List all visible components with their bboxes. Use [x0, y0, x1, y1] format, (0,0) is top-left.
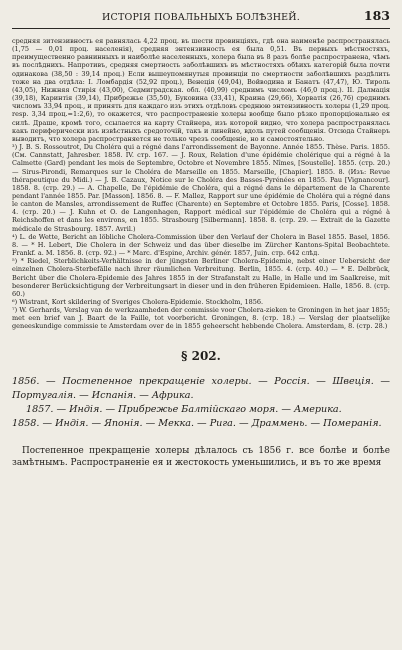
section-number: § 202. — [181, 348, 221, 363]
page-number: 183 — [363, 8, 390, 23]
main-paragraph: средняя зитензивность ея равнялась 4,22 проц. въ шести провинціяхъ, гдѣ она наименѣе распространялась (1,75 — 0,01 проц. населенія), средняя энтензивность ея была 0,51. Въ первыхъ мѣстностяхъ, преимущественно равнинныхъ и наиболѣе населенныхъ, холера была въ 8 разъ болѣе распространена, чѣмъ въ послѣднихъ. Напротивъ, средняя смертность заболѣвшихъ въ мѣстностяхъ обѣихъ категорій была почти одинакова (38,50 : 39,14 проц.) Если вышеупомянутыя провинціи по смертности заболѣвшихъ раздѣлить тоже на два отдѣла: I. Ломбардія (52,92 проц.), Венеція (49,04), Войводина и Банатъ (47,47), Ю. Тироль (43,05), Нижняя Стирія (43,00), Седмиградская. обл. (40,99) среднимъ числомъ (46,0 проц.). II. Далмація (39,18), Каринтія (39,14), Прибрежье (35,50), Буковина (33,41), Краина (29,66), Хорватія (26,76) среднимъ числомъ 33,94 проц., и принять для каждаго изъ этихъ отдѣловъ среднюю энтензивность холеры (1,29 проц. resp. 3,34 проц.=1:2,6), то окажется, что распространеніе холеры вообще было рѣзко пропорціонально ея силѣ. Драше, кромѣ того, ссылается на карту Стайнера, изъ которой видно, что холера распространялась какъ периферически изъ извѣстныхъ средоточій, такъ и линейно, вдоль путей сообщенія. Отсюда Стайнеръ выводитъ, что холера распространяется не только чрезъ сообщеніе, но и самостоятельно. — [12, 37, 390, 143]
closing-paragraph: Постепенное прекращеніе холеры дѣлалось съ 1856 г. все болѣе и болѣе замѣтнымъ. Распространеніе ея и жестокость уменьшились, и въ то же время — [12, 445, 390, 468]
summary-line-1857: 1857. — Индія. — Прибрежье Балтійскаго моря. — Америка. — [26, 403, 342, 415]
summary-line-1858: 1858. — Индія. — Японія. — Мекка. — Рига. — Драммень. — Померанія. — [12, 417, 382, 429]
body-text — [12, 37, 390, 331]
running-title: ИСТОРІЯ ПОВАЛЬНЫХЪ БОЛѢЗНЕЙ. — [101, 12, 301, 23]
footnote-6: ⁶) Wistrant, Kort skildering of Sveriges Cholera-Epidemie. Stockholm, 1856. — [12, 298, 264, 306]
footnote-7: ⁷) W. Gerhards, Verslag van de werkzaamheden der commissie voor Cholera-zieken te Groningen in het jaar 1855; met een brief van J. Baart de la Faille, tot voorbericht. Groningen, 8. (стр. 18.) — Verslag der plaatselijke geneeskundige commissie te Amsterdam over de in 1855 geheerscht hebbende Cholera. Amsterdam, 8. (стр. 28.) — [12, 306, 390, 331]
footnote-3: ³) J. B. S. Rossoutrot, Du Choléra qui a régné dans l'arrondissement de Bayonne. Année 1855. Thèse. Paris. 1855. (См. Cannstatt, Jahresber. 1858. IV. стр. 167. — J. Roux, Relation d'une épidémie cholérique qui a régné à la Calmette (Gard) pendant les mois de Septembre, Octobre et Novembre 1855. Nîmes, [Soustelle]. 1855. (стр. 20.) — Sirus-Pirondi, Remarques sur le Choléra de Marseille en 1855. Marseille, [Chapier]. 1855. 8. (Изъ: Revue thérapeutique du Midi.) — J. B. Cazaux, Notice sur le Choléra des Basses-Pyrénées en 1855. Pau [Vignancour]. 1858. 8. (стр. 29.) — A. Chapelle, De l'épidémie de Choléra, qui a régné dans le département de la Charente pendant l'année 1855. Par. [Masson]. 1856. 8. — F. Mallez, Rapport sur une épidémie de Choléra qui a régné dans le canton de Mansles, arrondissement de Ruffec (Charente) en Septembre et Octobre 1855. Paris, [Cosse]. 1858. 4. (стр. 20.) — J. Kuhn et O. de Langenhagen, Rapport médical sur l'épidémie de Choléra qui a régné à Reichshoffen et dans les environs, en 1855. Strasbourg [Silbermann]. 1858. 8. (стр. 29. — Extrait de la Gazette médicale de Strasbourg. 1857. Avril.) — [12, 143, 390, 233]
summary-line-1856: 1856. — Постепенное прекращеніе холеры. — Россія. — Швеція. — Португалія. — Испанія. — Африка. — [12, 375, 390, 401]
section-summary — [12, 375, 390, 431]
footnote-5: ⁵) * Riedel, Sterblichkeits-Verhältnisse in der jüngsten Berliner Cholera-Epidemie, nebst einer Uebersicht der einzelnen Cholera-Sterbefälle nach ihrer räumlichen Verbreitung. Berlin, 1855. 4. (стр. 40.) — * E. Delbrück, Bericht über die Cholera-Epidemie des Jahres 1855 in der Strafanstalt zu Halle, in Halle und im Saalkreise, mit besonderer Berücksichtigung der Verbreitungsart in dieser und in den früheren Epidemieen. Halle, 1856. 8. (стр. 60.) — [12, 257, 390, 298]
page-header — [12, 6, 390, 29]
section-text — [12, 445, 390, 469]
footnote-4: ⁴) L. de Wette, Bericht an löbliche Cholera-Commission über den Verlauf der Cholera in Basel 1855. Basel, 1856. 8. — * H. Lebert, Die Cholera in der Schweiz und das über dieselbe im Zürcher Kantons-Spital Beobachtete. Frankf. a. M. 1856. 8. (стр. 92.) — * Marc. d'Espine, Archiv. génér. 1857, Juin. стр. 642 слѣд. — [12, 232, 390, 258]
